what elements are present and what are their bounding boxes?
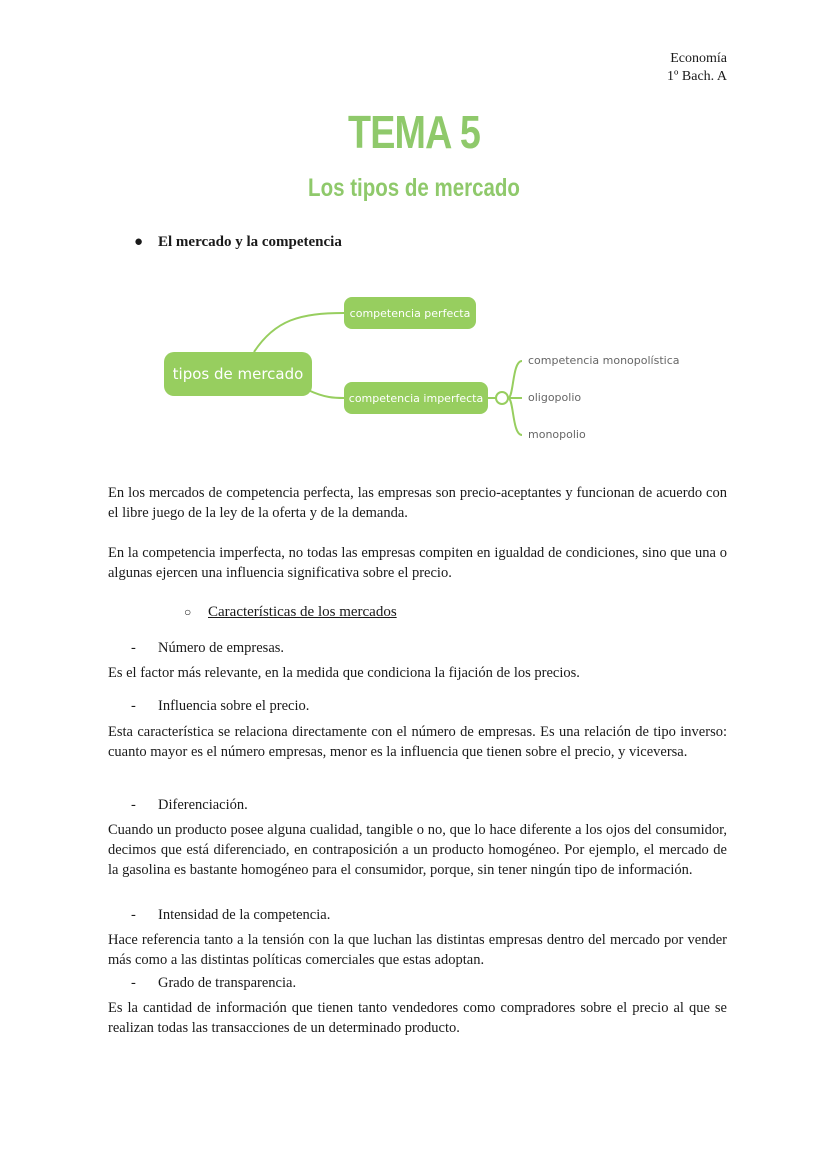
bullet-dot-icon: ●: [134, 234, 144, 250]
list-item-label: [131, 696, 309, 716]
paragraph-competencia-perfecta: En los mercados de competencia perfecta, las empresas son precio-aceptantes y funcionan de acuerdo con el libre juego de la ley de la oferta y de la demanda.: [108, 485, 727, 521]
document-header: [667, 50, 727, 86]
list-item-text: Cuando un producto posee alguna cualidad, tangible o no, que lo hace diferente a los ojos del consumidor, decimos que está diferenciado, en contraposición a un producto homogéneo. Por ejemplo, el mercado de la gasolina es bastante homogéneo para el consumidor, porque, sin tener ningún tipo de información.: [108, 822, 727, 878]
connector-leaf-3: [508, 398, 522, 435]
list-item-label: [131, 638, 284, 658]
list-item-text: Es el factor más relevante, en la medida que condiciona la fijación de los precios.: [108, 665, 580, 681]
dash-icon: -: [131, 640, 136, 656]
subsection-heading: [184, 604, 397, 621]
item-label-text: Influencia sobre el precio.: [158, 698, 310, 714]
section-heading-text: El mercado y la competencia: [158, 234, 342, 250]
item-label-text: Intensidad de la competencia.: [158, 907, 331, 923]
dash-icon: -: [131, 797, 136, 813]
hub-circle: [496, 392, 508, 404]
mindmap-node-imperfecta: competencia imperfecta: [344, 382, 488, 414]
connector-root-perfecta: [254, 313, 344, 352]
mindmap-leaf-monopolio: monopolio: [528, 428, 586, 441]
section-heading: [134, 234, 342, 251]
subsection-heading-text: Características de los mercados: [208, 604, 397, 620]
dash-icon: -: [131, 975, 136, 991]
list-item-label: [131, 795, 248, 815]
subject-label: Economía: [670, 51, 727, 66]
list-item-text: Esta característica se relaciona directamente con el número de empresas. Es una relación de tipo inverso: cuanto mayor es el número empresas, menor es la influencia que tienen sobre el precio, y viceversa.: [108, 724, 727, 760]
list-item-text: Es la cantidad de información que tienen tanto vendedores como compradores sobre el precio al que se realizan todas las transacciones de un determinado producto.: [108, 1000, 727, 1036]
course-label: 1º Bach. A: [667, 69, 727, 84]
mindmap-node-perfecta: competencia perfecta: [344, 297, 476, 329]
item-label-text: Diferenciación.: [158, 797, 248, 813]
list-item-label: [131, 973, 296, 993]
paragraph-competencia-imperfecta: En la competencia imperfecta, no todas las empresas compiten en igualdad de condiciones, sino que una o algunas ejercen una influencia significativa sobre el precio.: [108, 545, 727, 581]
item-label-text: Número de empresas.: [158, 640, 285, 656]
connector-leaf-1: [508, 361, 522, 398]
item-label-text: Grado de transparencia.: [158, 975, 297, 991]
page-title: TEMA 5: [347, 106, 480, 158]
mindmap-root-node: tipos de mercado: [164, 352, 312, 396]
mindmap-leaf-oligopolio: oligopolio: [528, 391, 582, 404]
circle-bullet-icon: ○: [184, 605, 192, 619]
mindmap-leaf-monopolistica: competencia monopolística: [528, 354, 680, 367]
page-subtitle: Los tipos de mercado: [308, 174, 520, 202]
dash-icon: -: [131, 698, 136, 714]
connector-root-imperfecta: [308, 390, 344, 398]
list-item-label: [131, 905, 330, 925]
dash-icon: -: [131, 907, 136, 923]
list-item-text: Hace referencia tanto a la tensión con la que luchan las distintas empresas dentro del mercado por vender más como a las distintas políticas comerciales que estas adoptan.: [108, 932, 727, 968]
